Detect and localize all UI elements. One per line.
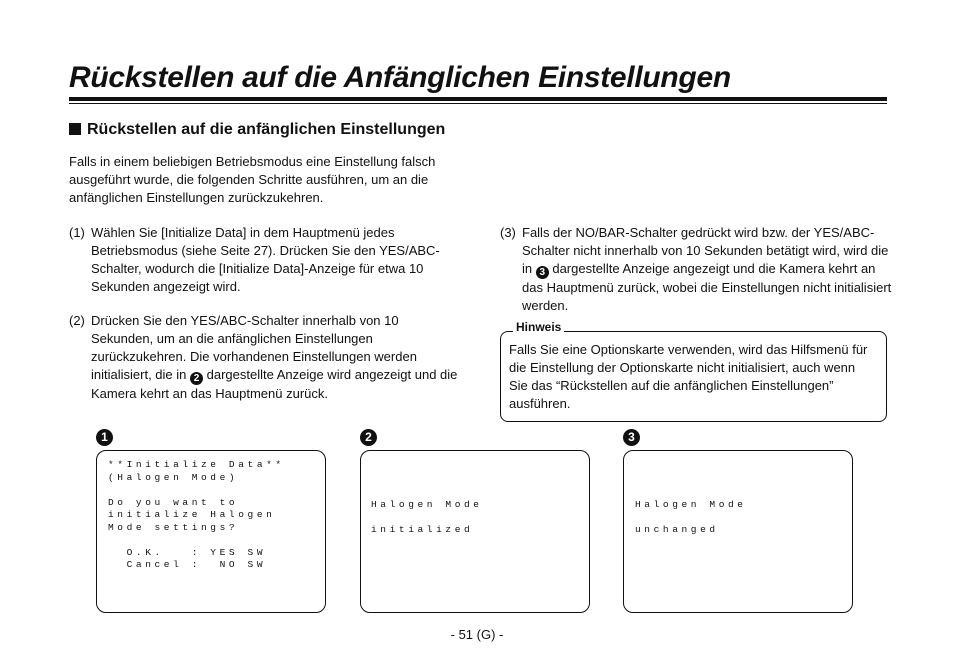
- screen-display-1: [96, 450, 326, 613]
- step-2: [69, 312, 464, 403]
- title-rule-thin: [69, 103, 887, 104]
- step-text: [69, 312, 464, 403]
- step-text: [69, 224, 464, 296]
- page-title: Rückstellen auf die Anfänglichen Einstellungen: [69, 61, 731, 94]
- step-number: (1): [69, 225, 85, 240]
- circled-number-icon: 2: [190, 372, 203, 385]
- step-text-before: Drücken Sie den YES/ABC-Schalter innerhalb von 10 Sekunden, um an die anfänglichen Einstellungen zurückzukehren. Die vorhandenen Einstellungen werden initialisiert, die in: [91, 313, 417, 382]
- step-text: [500, 224, 892, 315]
- note-label: Hinweis: [513, 320, 564, 334]
- step-text-after: dargestellte Anzeige wird angezeigt und die Kamera kehrt an das Hauptmenü zurück.: [91, 367, 458, 401]
- screen-marker-3: 3: [623, 429, 640, 446]
- screen-text: Halogen Mode initialized: [371, 499, 483, 535]
- step-number: (3): [500, 225, 516, 240]
- screen-marker-2: 2: [360, 429, 377, 446]
- circled-number-icon: 3: [536, 266, 549, 279]
- step-3: [500, 224, 892, 315]
- square-bullet-icon: [69, 123, 81, 135]
- note-text: Falls Sie eine Optionskarte verwenden, wird das Hilfsmenü für die Einstellung der Optionskarte nicht initialisiert, auch wenn Sie das “Rückstellen auf die anfänglichen Einstellungen” ausführen.: [509, 342, 868, 411]
- step-text-after: dargestellte Anzeige angezeigt und die Kamera kehrt an das Hauptmenü zurück, wobei die Einstellungen nicht initialisiert werden.: [522, 261, 892, 313]
- step-text-body: Wählen Sie [Initialize Data] in dem Hauptmenü jedes Betriebsmodus (siehe Seite 27). Drücken Sie den YES/ABC-Schalter, wodurch die [Initialize Data]-Anzeige für etwa 10 Sekunden angezeigt wird.: [91, 225, 440, 294]
- title-rule: [69, 97, 887, 101]
- screen-marker-1: 1: [96, 429, 113, 446]
- page-number: - 51 (G) -: [450, 627, 504, 642]
- screen-text: **Initialize Data** (Halogen Mode) Do you want to initialize Halogen Mode settings? O.K. : YES SW Cancel : NO SW: [108, 459, 285, 570]
- step-number: (2): [69, 313, 85, 328]
- step-text-before: Falls der NO/BAR-Schalter gedrückt wird bzw. der YES/ABC-Schalter nicht innerhalb von 10 Sekunden betätigt wird, wird die in: [522, 225, 889, 276]
- intro-paragraph: Falls in einem beliebigen Betriebsmodus eine Einstellung falsch ausgeführt wurde, die folgenden Schritte ausführen, um an die anfänglichen Einstellungen zurückzukehren.: [69, 154, 436, 205]
- step-1: [69, 224, 464, 296]
- section-heading: [69, 120, 445, 140]
- section-heading-text: Rückstellen auf die anfänglichen Einstellungen: [87, 121, 446, 138]
- screen-text: Halogen Mode unchanged: [635, 499, 747, 535]
- screen-display-2: [360, 450, 590, 613]
- screen-display-3: [623, 450, 853, 613]
